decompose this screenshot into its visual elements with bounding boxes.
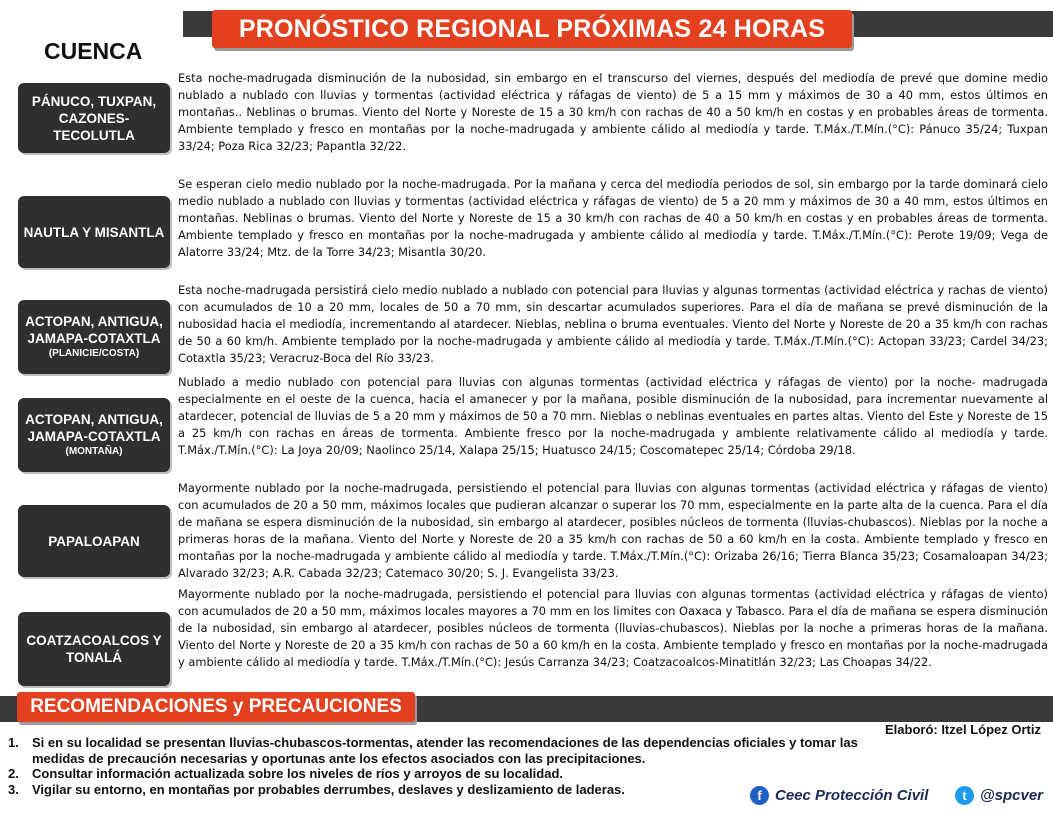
title-banner <box>212 10 852 48</box>
item-number: 3. <box>8 781 19 797</box>
forecast-text-panuco: Esta noche-madrugada disminución de la nubosidad, sin embargo en el transcurso del viernes, después del mediodía de prevé que domine medio nublado a nublado con lluvias y tormentas (actividad eléctrica y ráfagas de viento) de 5 a 15 mm y máximos de 30 a 40 mm, estos últimos en montañas.. Neblinas o brumas. Viento del Norte y Noreste de 15 a 30 km/h con rachas de 40 a 50 km/h en costas y en probables áreas de tormenta. Ambiente templado y fresco en montañas por la noche-madrugada y ambiente cálido al mediodía y tarde. T.Máx./T.Mín.(°C): Pánuco 35/24; Tuxpan 33/24; Poza Rica 32/23; Papantla 32/22. <box>178 71 1048 154</box>
twitter-handle: @spcver <box>980 787 1043 804</box>
item-text: Si en su localidad se presentan lluvias-chubascos-tormentas, atender las recomendaciones de las dependencias oficiales y tomar las medidas de precaución necesarias y oportunas ante los efectos asociados con las precipitaciones. <box>32 735 858 766</box>
list-item <box>8 735 868 766</box>
region-name: ACTOPAN, ANTIGUA, JAMAPA-COTAXTLA <box>25 314 163 346</box>
forecast-text-coatzacoalcos: Mayormente nublado por la noche-madrugada, persistiendo el potencial para lluvias con algunas tormentas (actividad eléctrica y ráfagas de viento) con acumulados de 20 a 50 mm, máximos locales mayores a 70 mm en los limites con Oaxaca y Tabasco. Para el día de mañana se espera disminución de la nubosidad, sin embargo al atardecer, posibles núcleos de tormenta (lluvias-chubascos). Nieblas por la noche a primeras horas de la mañana. Viento del Norte y Noreste de 20 a 35 km/h con rachas de 50 a 60 km/h en la costa. Ambiente templado y fresco en montañas por la noche-madrugada y ambiente cálido al mediodía y tarde. T.Máx./T.Mín.(°C): Jesús Carranza 34/23; Coatzacoalcos-Minatitlán 32/23; Las Choapas 34/22. <box>178 587 1048 670</box>
region-label-panuco <box>18 83 170 153</box>
twitter-link[interactable] <box>955 786 1043 805</box>
list-item <box>8 782 868 798</box>
forecast-text-nautla: Se esperan cielo medio nublado por la noche-madrugada. Por la mañana y cerca del mediodía periodos de sol, sin embargo por la tarde dominará cielo medio nublado a nublado con lluvias y tormentas (actividad eléctrica y ráfagas de viento) de 5 a 20 mm y máximos de 30 a 40 mm, estos últimos en montañas. Neblinas o brumas. Viento del Norte y Noreste de 15 a 30 km/h con rachas de 40 a 50 km/h en costas y en probables áreas de tormenta. Ambiente templado y fresco en montañas por la noche-madrugada y ambiente cálido al mediodía y tarde. T.Máx./T.Mín.(°C): Perote 19/09; Vega de Alatorre 33/24; Mtz. de la Torre 34/23; Misantla 30/20. <box>178 177 1048 260</box>
forecast-text-papaloapan: Mayormente nublado por la noche-madrugada, persistiendo el potencial para lluvias con algunas tormentas (actividad eléctrica y ráfagas de viento) con acumulados de 20 a 50 mm, máximos locales que pudieran alcanzar o superar los 70 mm, especialmente en la parte alta de la cuenca. Para el día de mañana se espera disminución de la nubosidad, sin embargo al atardecer, posibles núcleos de tormenta (lluvias-chubascos). Nieblas por la noche a primeras horas de la mañana. Viento del Norte y Noreste de 20 a 35 km/h con rachas de 50 a 60 km/h en la costa. Ambiente templado y fresco en montañas por la noche-madrugada y ambiente cálido al mediodía y tarde. T.Máx./T.Mín.(°C): Orizaba 26/16; Tierra Blanca 35/23; Cosamaloapan 34/23; Alvarado 32/23; A.R. Cabada 32/23; Catemaco 30/20; S. J. Evangelista 33/23. <box>178 481 1048 581</box>
facebook-icon: f <box>750 786 769 805</box>
facebook-link[interactable] <box>750 786 928 805</box>
item-text: Vigilar su entorno, en montañas por probables derrumbes, deslaves y deslizamiento de laderas. <box>32 781 625 797</box>
recommendations-title: RECOMENDACIONES y PRECAUCIONES <box>30 696 402 717</box>
page-title: PRONÓSTICO REGIONAL PRÓXIMAS 24 HORAS <box>238 14 826 43</box>
region-name: PAPALOAPAN <box>48 533 140 549</box>
twitter-icon: t <box>955 786 974 805</box>
region-label-papaloapan <box>18 505 170 577</box>
region-name: NAUTLA Y MISANTLA <box>23 224 165 240</box>
facebook-handle: Ceec Protección Civil <box>775 787 929 804</box>
recommendations-list <box>8 735 868 797</box>
region-label-nautla <box>18 196 170 268</box>
item-text: Consultar información actualizada sobre los niveles de ríos y arroyos de su localidad. <box>32 766 563 781</box>
recommendations-banner <box>17 692 415 722</box>
region-label-actopan-montana <box>18 398 170 472</box>
region-name: PÁNUCO, TUXPAN, CAZONES-TECOLUTLA <box>31 93 157 143</box>
forecast-text-actopan-costa: Esta noche-madrugada persistirá cielo medio nublado a nublado con potencial para lluvias y algunas tormentas (actividad eléctrica y rachas de viento) con acumulados de 10 a 20 mm, locales de 50 a 70 mm, sin descartar acumulados superiores. Para el día de mañana se prevé disminución de la nubosidad hacia el mediodía, incrementando al atardecer. Nieblas, neblina o bruma eventuales. Viento del Norte y Noreste de 20 a 35 km/h con rachas de 50 a 60 km/h. Ambiente templado por la noche-madrugada y ambiente cálido al mediodía y tarde. T.Máx./T.Mín.(°C): Actopan 33/23; Cardel 34/23; Cotaxtla 35/23; Veracruz-Boca del Río 33/23. <box>178 283 1048 366</box>
region-label-coatzacoalcos <box>18 612 170 686</box>
basin-label: CUENCA <box>44 38 143 64</box>
region-label-actopan-costa <box>18 300 170 374</box>
author-credit: Elaboró: Itzel López Ortiz <box>884 722 1041 737</box>
region-name: ACTOPAN, ANTIGUA, JAMAPA-COTAXTLA <box>25 412 163 444</box>
item-number: 1. <box>8 735 19 750</box>
region-subtitle: (MONTAÑA) <box>65 446 123 457</box>
forecast-text-actopan-montana: Nublado a medio nublado con potencial para lluvias con algunas tormentas (actividad eléctrica y ráfagas de viento) por la noche- madrugada especialmente en el oeste de la cuenca, hacia el amanecer y por la mañana, posible disminución de la nubosidad, para incrementar nuevamente al atardecer, potencial de lluvias de 5 a 20 mm y máximos de 50 a 70 mm. Nieblas o neblinas eventuales en partes altas. Viento del Este y Noreste de 15 a 25 km/h con rachas en áreas de tormenta. Ambiente fresco por la noche-madrugada y ambiente relativamente cálido al mediodía y tarde. T.Máx./T.Mín.(°C): La Joya 20/09; Naolinco 25/14, Xalapa 25/15; Huatusco 24/15; Coscomatepec 25/14; Córdoba 29/18. <box>178 375 1048 458</box>
item-number: 2. <box>8 766 19 781</box>
region-subtitle: (PLANICIE/COSTA) <box>48 348 140 359</box>
region-name: COATZACOALCOS Y TONALÁ <box>26 633 162 665</box>
list-item <box>8 766 868 782</box>
